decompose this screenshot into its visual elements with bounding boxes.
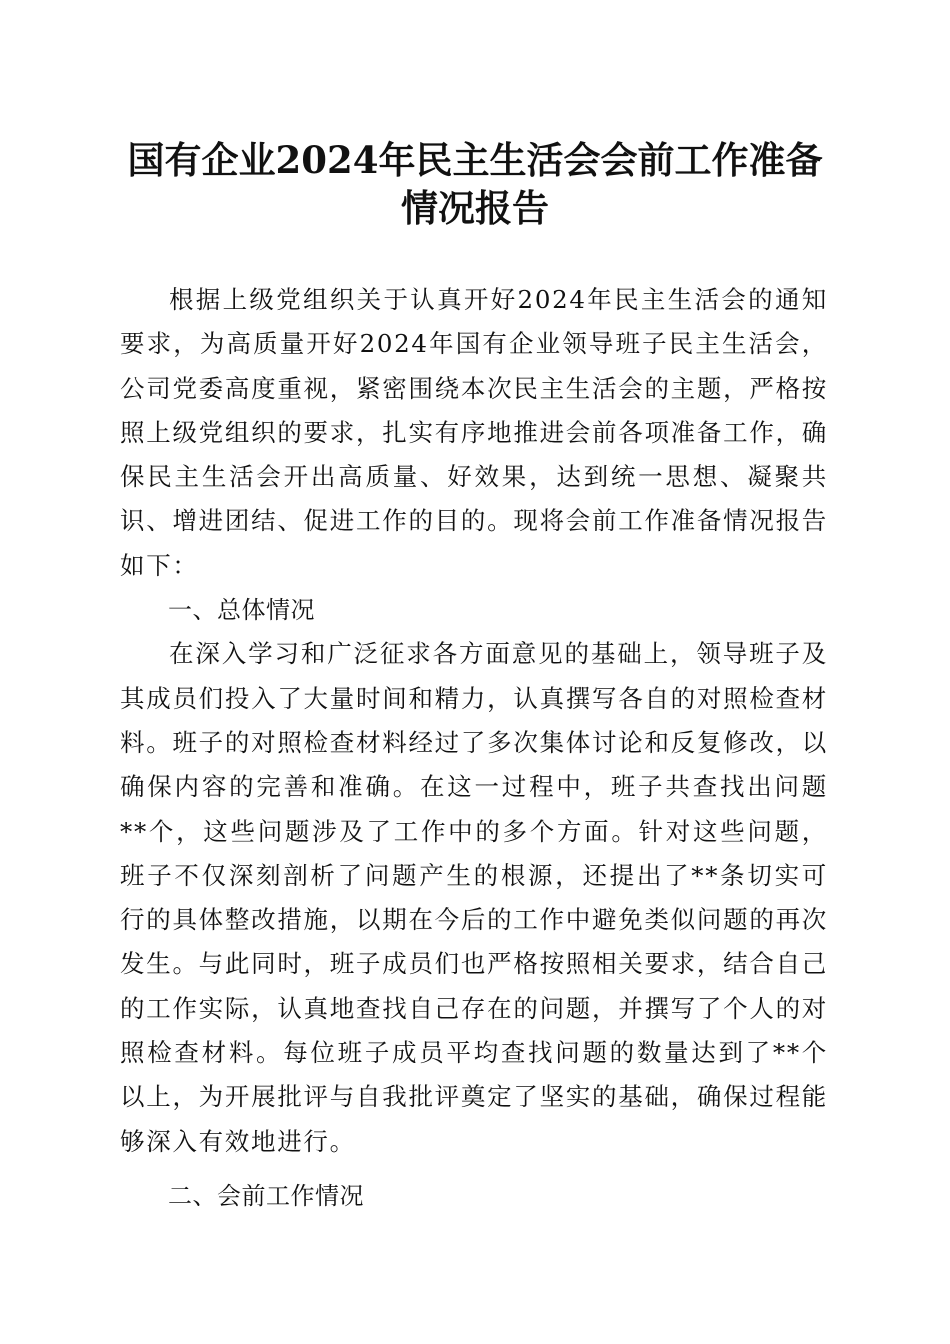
section-heading-overall: 一、总体情况 [168,596,315,625]
section-heading-prework: 二、会前工作情况 [168,1181,364,1210]
document-body [120,278,828,1218]
document-title: 国有企业2024年民主生活会会前工作准备情况报告 [127,138,823,230]
section-paragraph-overall: 在深入学习和广泛征求各方面意见的基础上，领导班子及其成员们投入了大量时间和精力，认真撰写各自的对照检查材料。班子的对照检查材料经过了多次集体讨论和反复修改，以确保内容的完善和准确。在这一过程中，班子共查找出问题**个，这些问题涉及了工作中的多个方面。针对这些问题，班子不仅深刻剖析了问题产生的根源，还提出了**条切实可行的具体整改措施，以期在今后的工作中避免类似问题的再次发生。与此同时，班子成员们也严格按照相关要求，结合自己的工作实际，认真地查找自己存在的问题，并撰写了个人的对照检查材料。每位班子成员平均查找问题的数量达到了**个以上，为开展批评与自我批评奠定了坚实的基础，确保过程能够深入有效地进行。 [120,639,828,1156]
intro-paragraph: 根据上级党组织关于认真开好2024年民主生活会的通知要求，为高质量开好2024年国有企业领导班子民主生活会，公司党委高度重视，紧密围绕本次民主生活会的主题，严格按照上级党组织的要求，扎实有序地推进会前各项准备工作，确保民主生活会开出高质量、好效果，达到统一思想、凝聚共识、增进团结、促进工作的目的。现将会前工作准备情况报告如下： [120,285,828,580]
